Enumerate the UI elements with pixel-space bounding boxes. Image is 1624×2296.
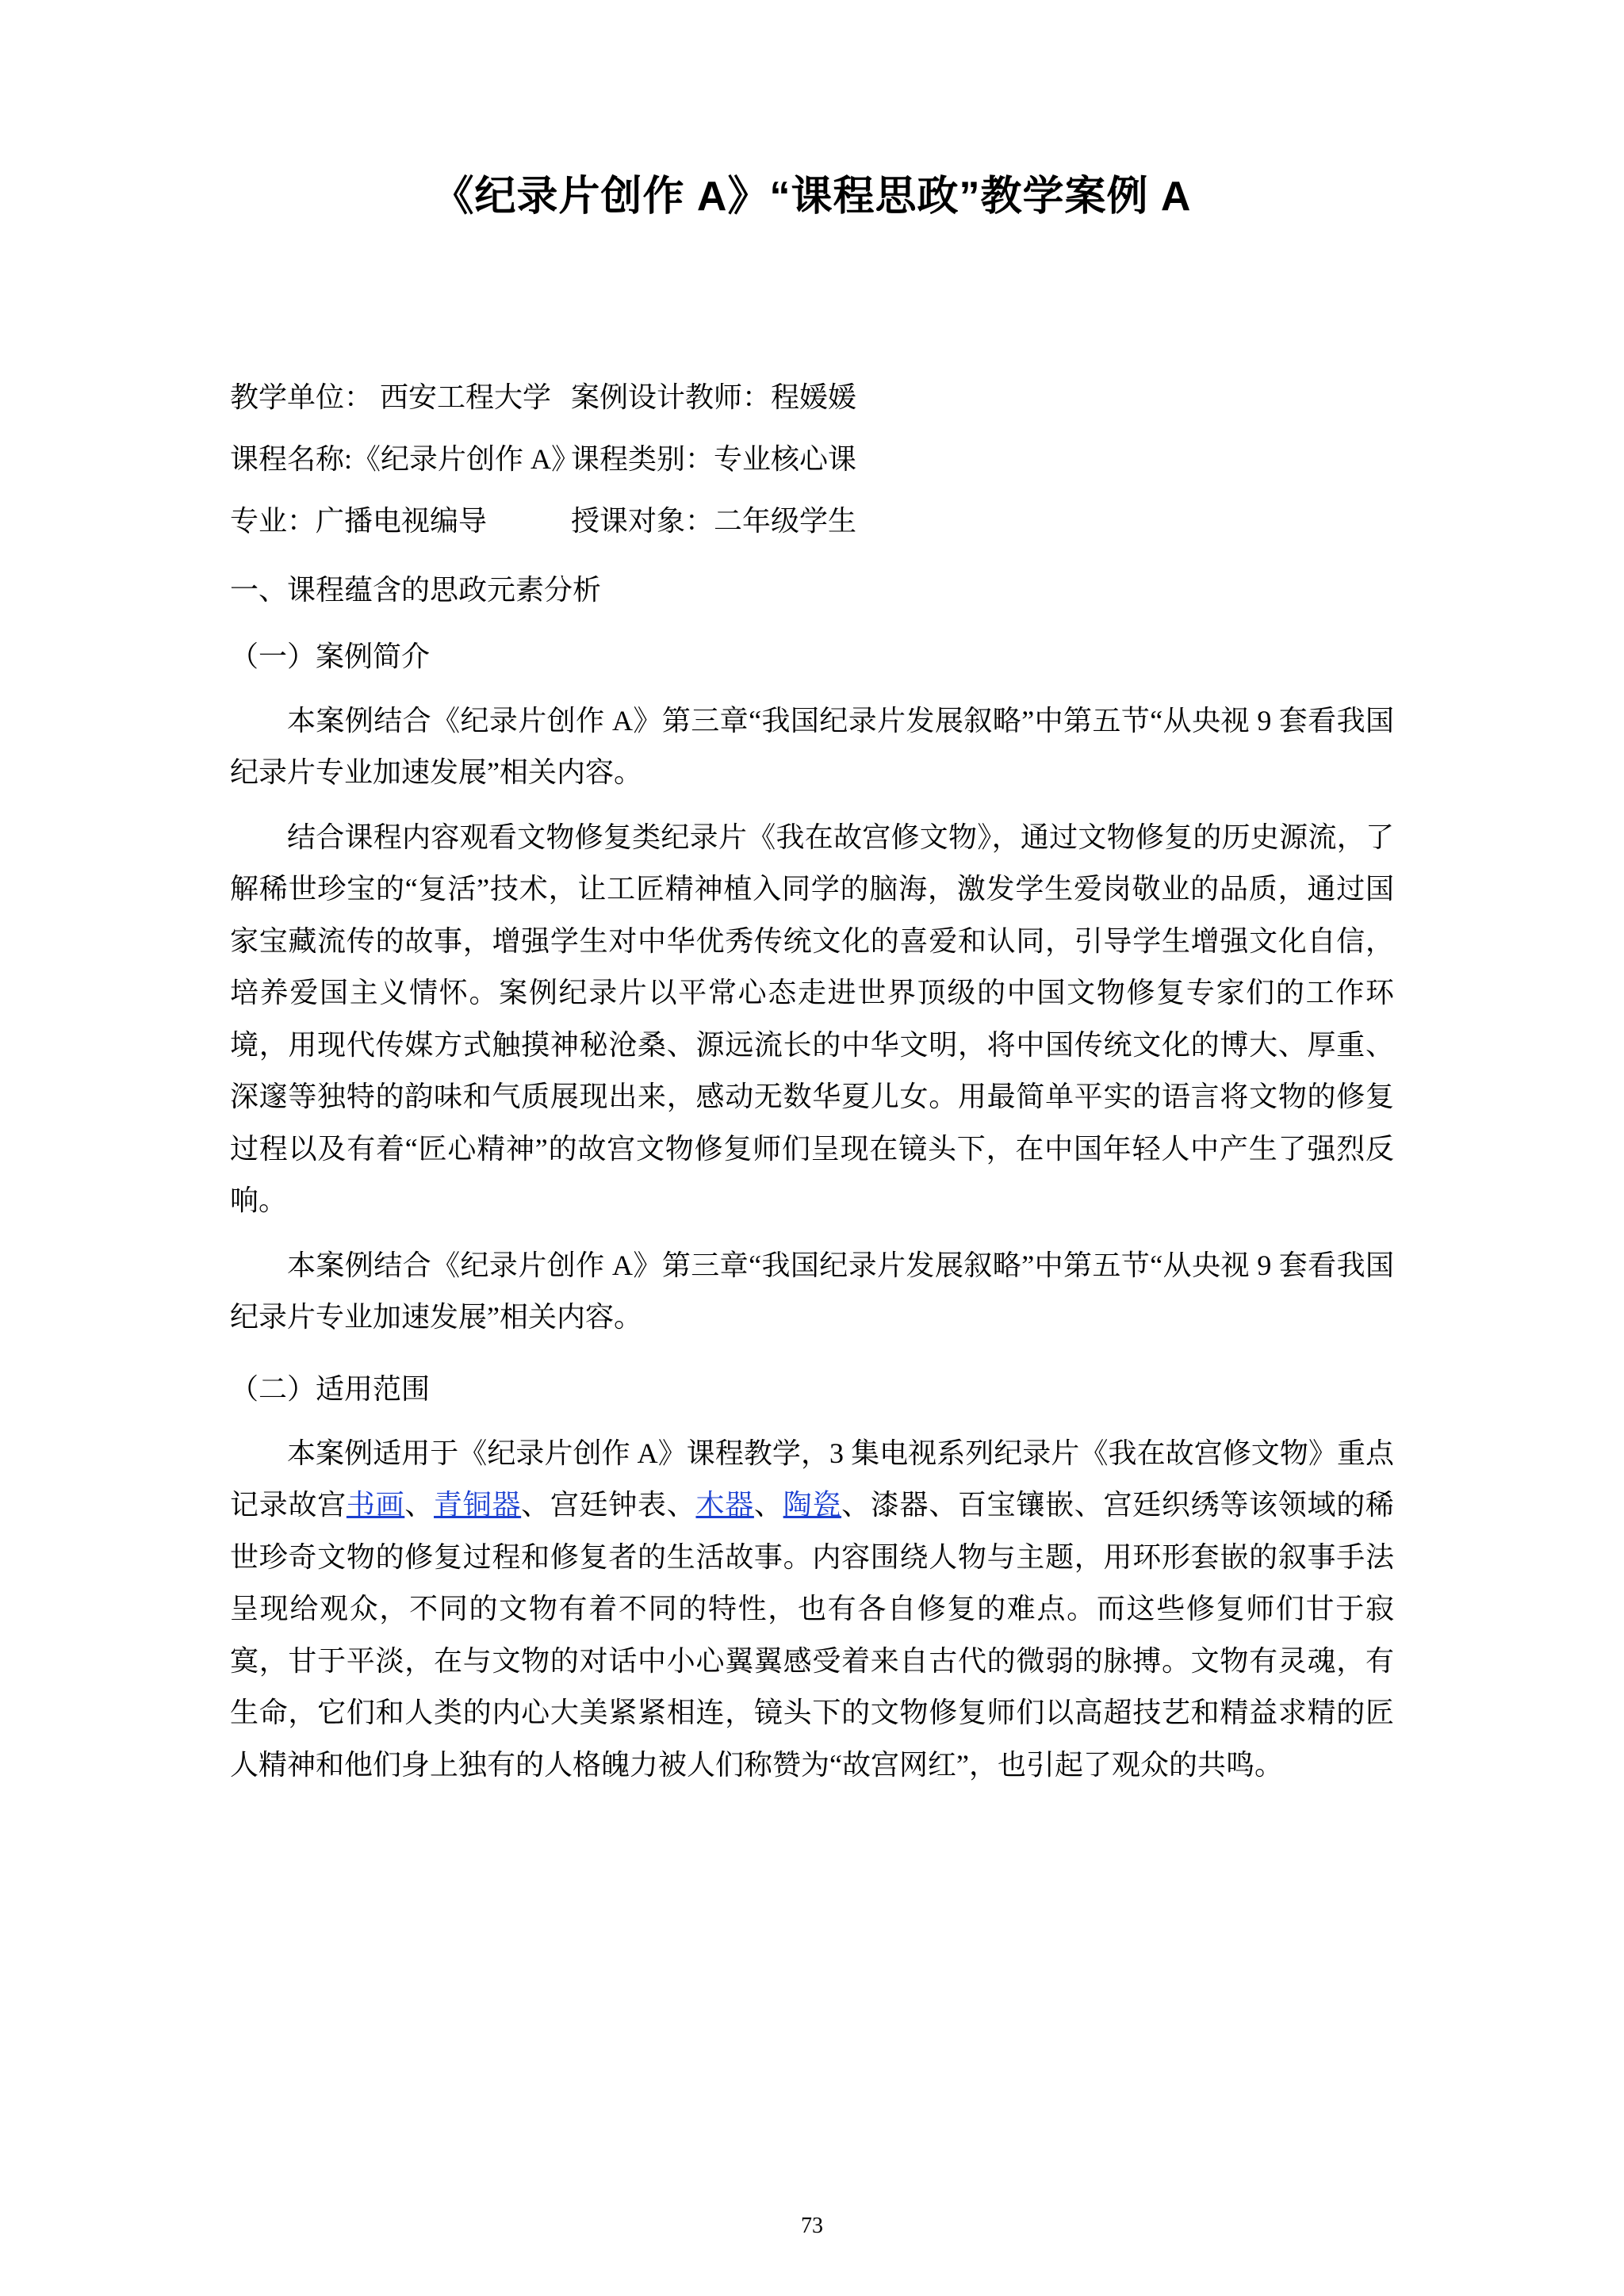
paragraph-1: 本案例结合《纪录片创作 A》第三章“我国纪录片发展叙略”中第五节“从央视 9 套看我国纪录片专业加速发展”相关内容。 (230, 704, 1394, 789)
section-heading-1: 一、课程蕴含的思政元素分析 (230, 573, 602, 606)
major-field: 专业：广播电视编导 (230, 504, 488, 537)
paragraph-4-text-part-2: 、 (404, 1489, 435, 1521)
paragraph-3: 本案例结合《纪录片创作 A》第三章“我国纪录片发展叙略”中第五节“从央视 9 套看我国纪录片专业加速发展”相关内容。 (230, 1249, 1394, 1334)
paragraph-2: 结合课程内容观看文物修复类纪录片《我在故宫修文物》，通过文物修复的历史源流，了解稀世珍宝的“复活”技术，让工匠精神植入同学的脑海，激发学生爱岗敬业的品质，通过国家宝藏流传的故事，增强学生对中华优秀传统文化的喜爱和认同，引导学生增强文化自信，培养爱国主义情怀。案例纪录片以平常心态走进世界顶级的中国文物修复专家们的工作环境，用现代传媒方式触摸神秘沧桑、源远流长的中华文明，将中国传统文化的博大、厚重、深邃等独特的韵味和气质展现出来，感动无数华夏儿女。用最简单平实的语言将文物的修复过程以及有着“匠心精神”的故宫文物修复师们呈现在镜头下，在中国年轻人中产生了强烈反响。 (230, 821, 1394, 1217)
metadata-block (230, 383, 1394, 535)
teaching-unit-field: 教学单位： 西安工程大学 (230, 381, 552, 413)
paragraph-4-text-part-3: 、宫廷钟表、 (521, 1489, 696, 1521)
case-designer-field: 案例设计教师：程媛媛 (571, 381, 857, 413)
subsection-heading-2: （二）适用范围 (230, 1372, 431, 1405)
audience-field: 授课对象：二年级学生 (571, 504, 857, 537)
link-taoci[interactable]: 陶瓷 (783, 1489, 842, 1521)
link-shuhua[interactable]: 书画 (346, 1489, 405, 1521)
paragraph-4 (230, 1428, 1394, 1792)
course-category-field: 课程类别：专业核心课 (571, 442, 857, 475)
paragraph-4-text-part-5: 、漆器、百宝镶嵌、宫廷织绣等该领域的稀世珍奇文物的修复过程和修复者的生活故事。内容围绕人物与主题，用环形套嵌的叙事手法呈现给观众，不同的文物有着不同的特性，也有各自修复的难点。而这些修复师们甘于寂寞，甘于平淡，在与文物的对话中小心翼翼感受着来自古代的微弱的脉搏。文物有灵魂，有生命，它们和人类的内心大美紧紧相连，镜头下的文物修复师们以高超技艺和精益求精的匠人精神和他们身上独有的人格魄力被人们称赞为“故宫网红”，也引起了观众的共鸣。 (230, 1489, 1394, 1781)
paragraph-4-text-part-1: 本案例适用于《纪录片创作 A》课程教学，3 集电视系列纪录片《我在故宫修文物》重点记录故宫 (230, 1437, 1394, 1521)
metadata-row (230, 504, 1394, 537)
subsection-heading-1: （一）案例简介 (230, 640, 431, 672)
link-qingtongqi[interactable]: 青铜器 (434, 1489, 522, 1521)
metadata-row (230, 442, 1394, 475)
paragraph-4-text-part-4: 、 (753, 1489, 783, 1521)
link-muqi[interactable]: 木器 (695, 1489, 754, 1521)
page-title: 《纪录片创作 A》“课程思政”教学案例 A (432, 174, 1192, 220)
metadata-row (230, 383, 1394, 411)
page-number: 73 (801, 2214, 823, 2238)
course-name-field: 课程名称:《纪录片创作 A》 (230, 442, 580, 475)
